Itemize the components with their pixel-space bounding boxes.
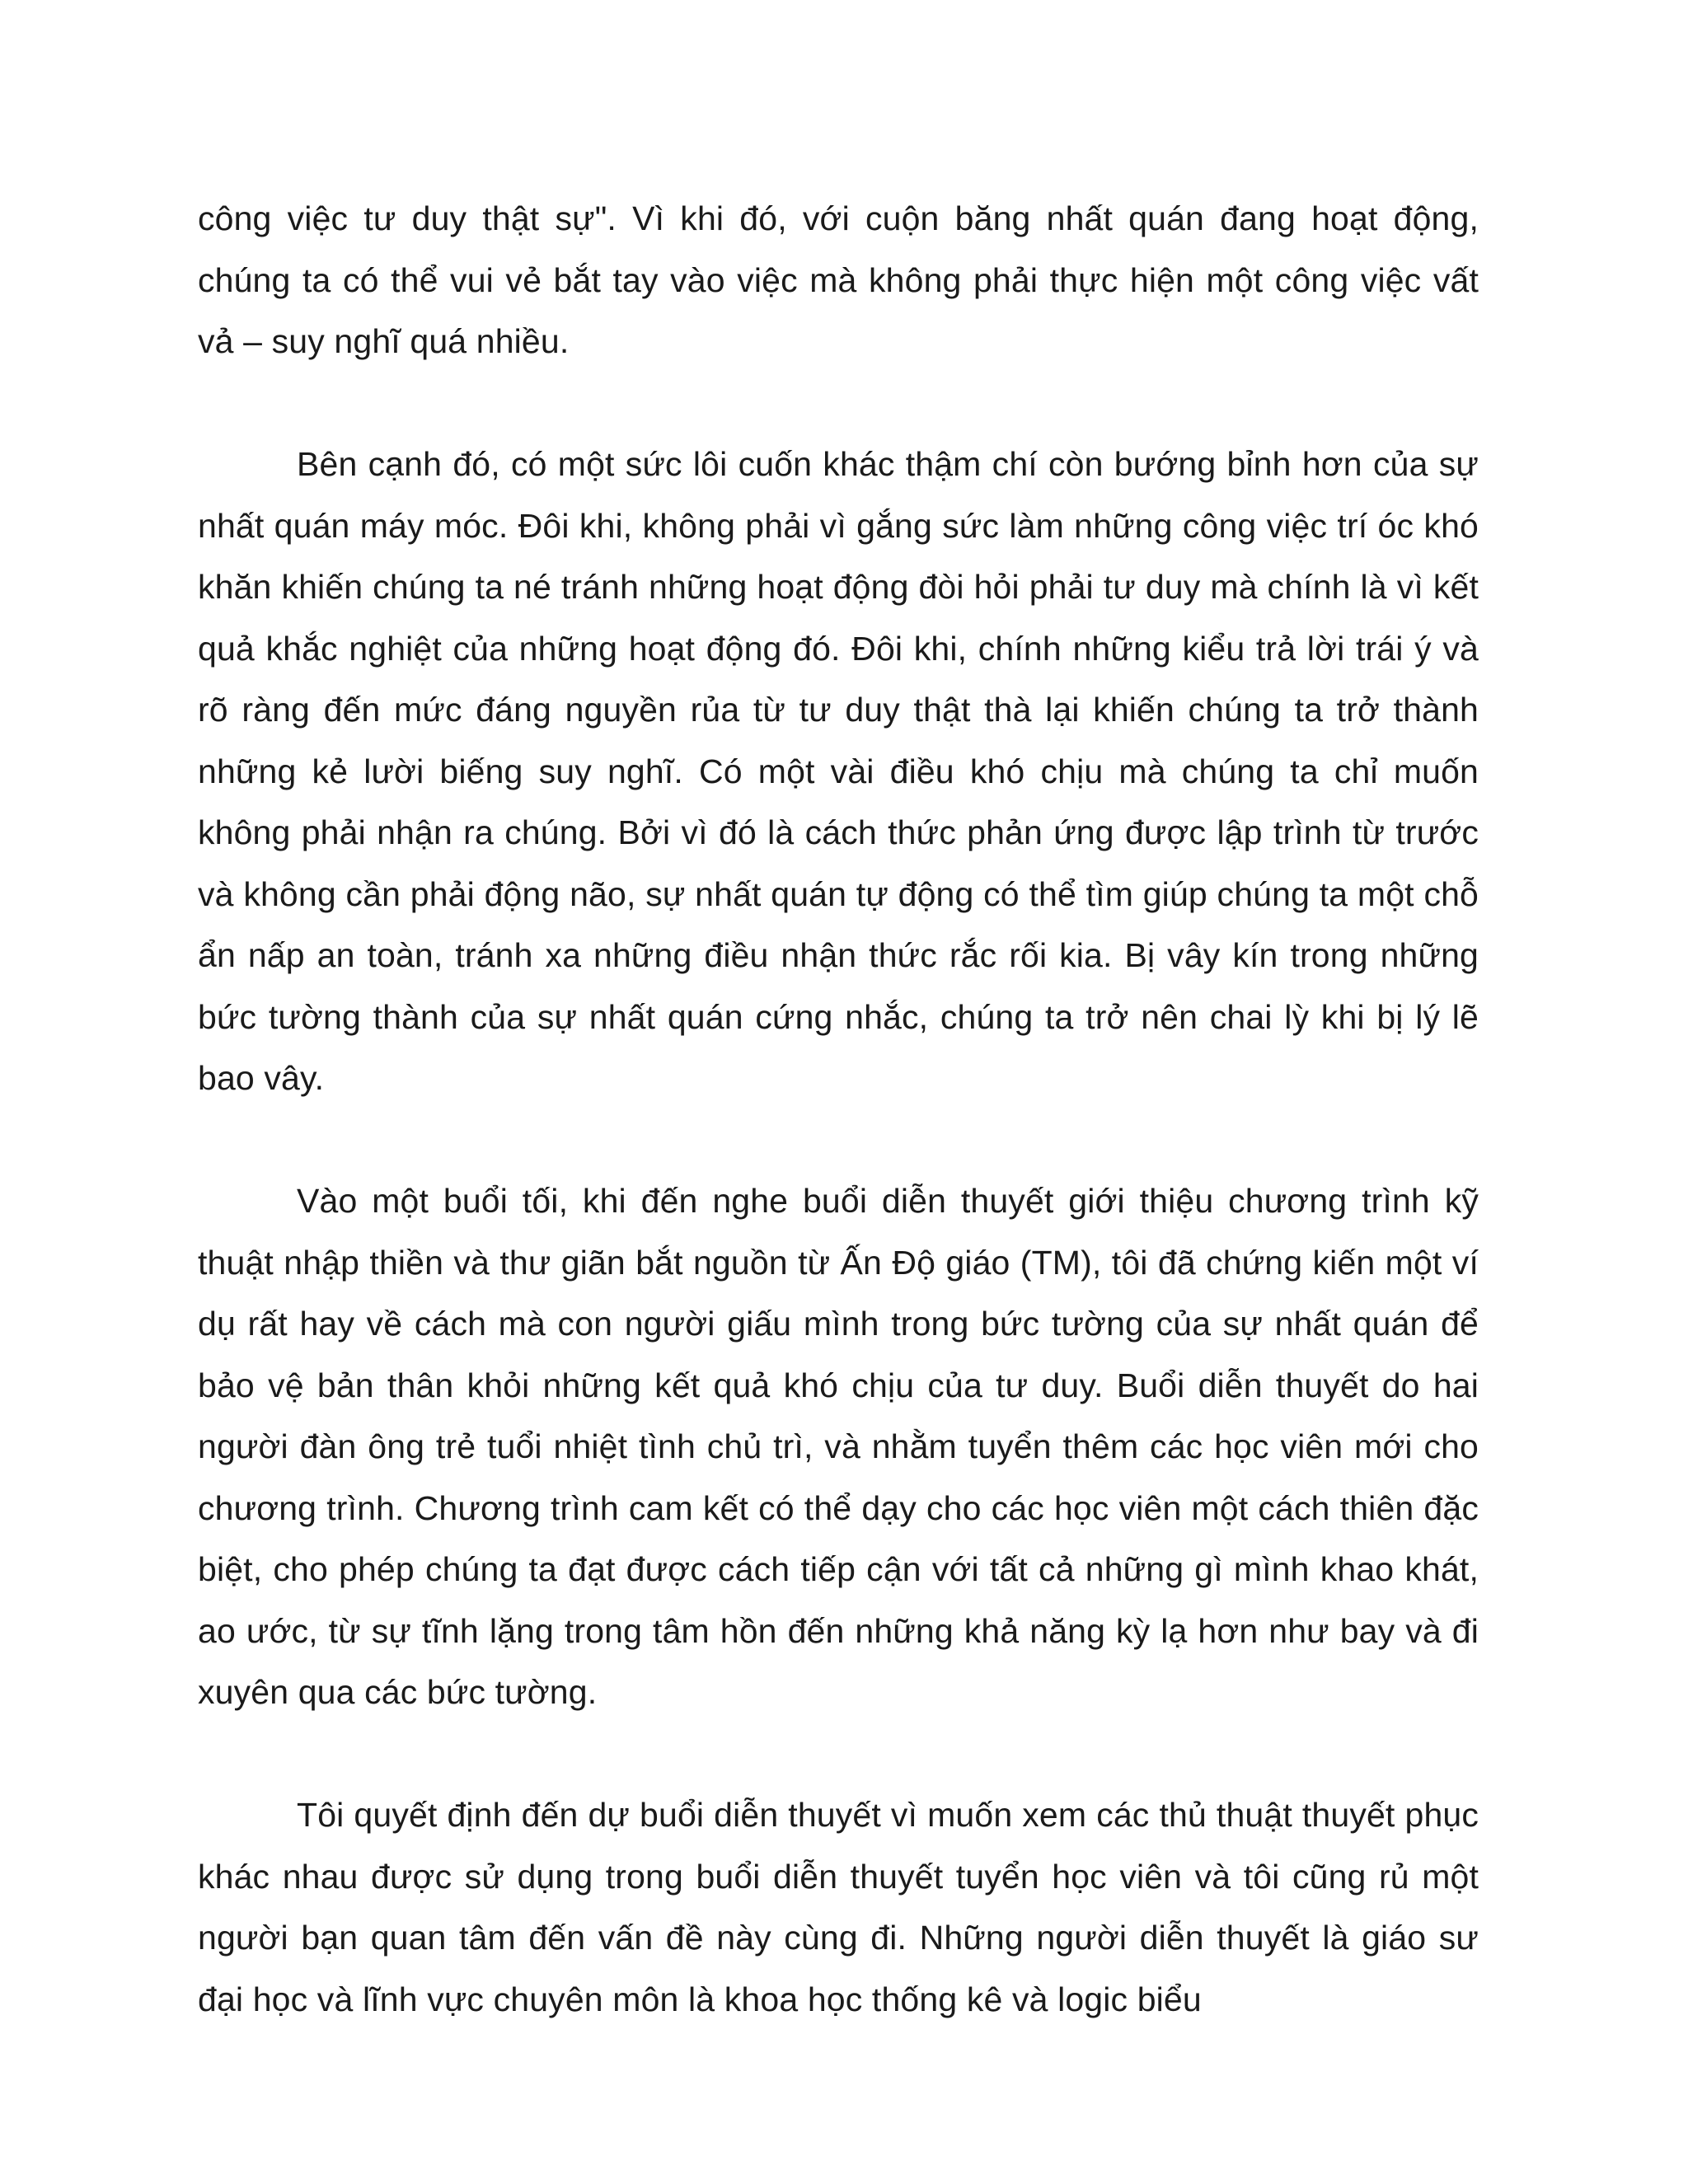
body-text bbox=[198, 188, 1479, 2030]
paragraph: công việc tư duy thật sự". Vì khi đó, với cuộn băng nhất quán đang hoạt động, chúng ta có thể vui vẻ bắt tay vào việc mà không phải thực hiện một công việc vất vả – suy nghĩ quá nhiều. bbox=[198, 199, 1479, 360]
paragraph: Tôi quyết định đến dự buổi diễn thuyết vì muốn xem các thủ thuật thuyết phục khác nhau được sử dụng trong buổi diễn thuyết tuyển học viên và tôi cũng rủ một người bạn quan tâm đến vấn đề này cùng đi. Những người diễn thuyết là giáo sư đại học và lĩnh vực chuyên môn là khoa học thống kê và logic biểu bbox=[198, 1796, 1479, 2018]
paragraph: Bên cạnh đó, có một sức lôi cuốn khác thậm chí còn bướng bỉnh hơn của sự nhất quán máy móc. Đôi khi, không phải vì gắng sức làm những công việc trí óc khó khăn khiến chúng ta né tránh những hoạt động đòi hỏi phải tư duy mà chính là vì kết quả khắc nghiệt của những hoạt động đó. Đôi khi, chính những kiểu trả lời trái ý và rõ ràng đến mức đáng nguyền rủa từ tư duy thật thà lại khiến chúng ta trở thành những kẻ lười biếng suy nghĩ. Có một vài điều khó chịu mà chúng ta chỉ muốn không phải nhận ra chúng. Bởi vì đó là cách thức phản ứng được lập trình từ trước và không cần phải động não, sự nhất quán tự động có thể tìm giúp chúng ta một chỗ ẩn nấp an toàn, tránh xa những điều nhận thức rắc rối kia. Bị vây kín trong những bức tường thành của sự nhất quán cứng nhắc, chúng ta trở nên chai lỳ khi bị lý lẽ bao vây. bbox=[198, 445, 1479, 1097]
paragraph: Vào một buổi tối, khi đến nghe buổi diễn thuyết giới thiệu chương trình kỹ thuật nhập thiền và thư giãn bắt nguồn từ Ấn Độ giáo (TM), tôi đã chứng kiến một ví dụ rất hay về cách mà con người giấu mình trong bức tường của sự nhất quán để bảo vệ bản thân khỏi những kết quả khó chịu của tư duy. Buổi diễn thuyết do hai người đàn ông trẻ tuổi nhiệt tình chủ trì, và nhằm tuyển thêm các học viên mới cho chương trình. Chương trình cam kết có thể dạy cho các học viên một cách thiên đặc biệt, cho phép chúng ta đạt được cách tiếp cận với tất cả những gì mình khao khát, ao ước, từ sự tĩnh lặng trong tâm hồn đến những khả năng kỳ lạ hơn như bay và đi xuyên qua các bức tường. bbox=[198, 1182, 1479, 1711]
